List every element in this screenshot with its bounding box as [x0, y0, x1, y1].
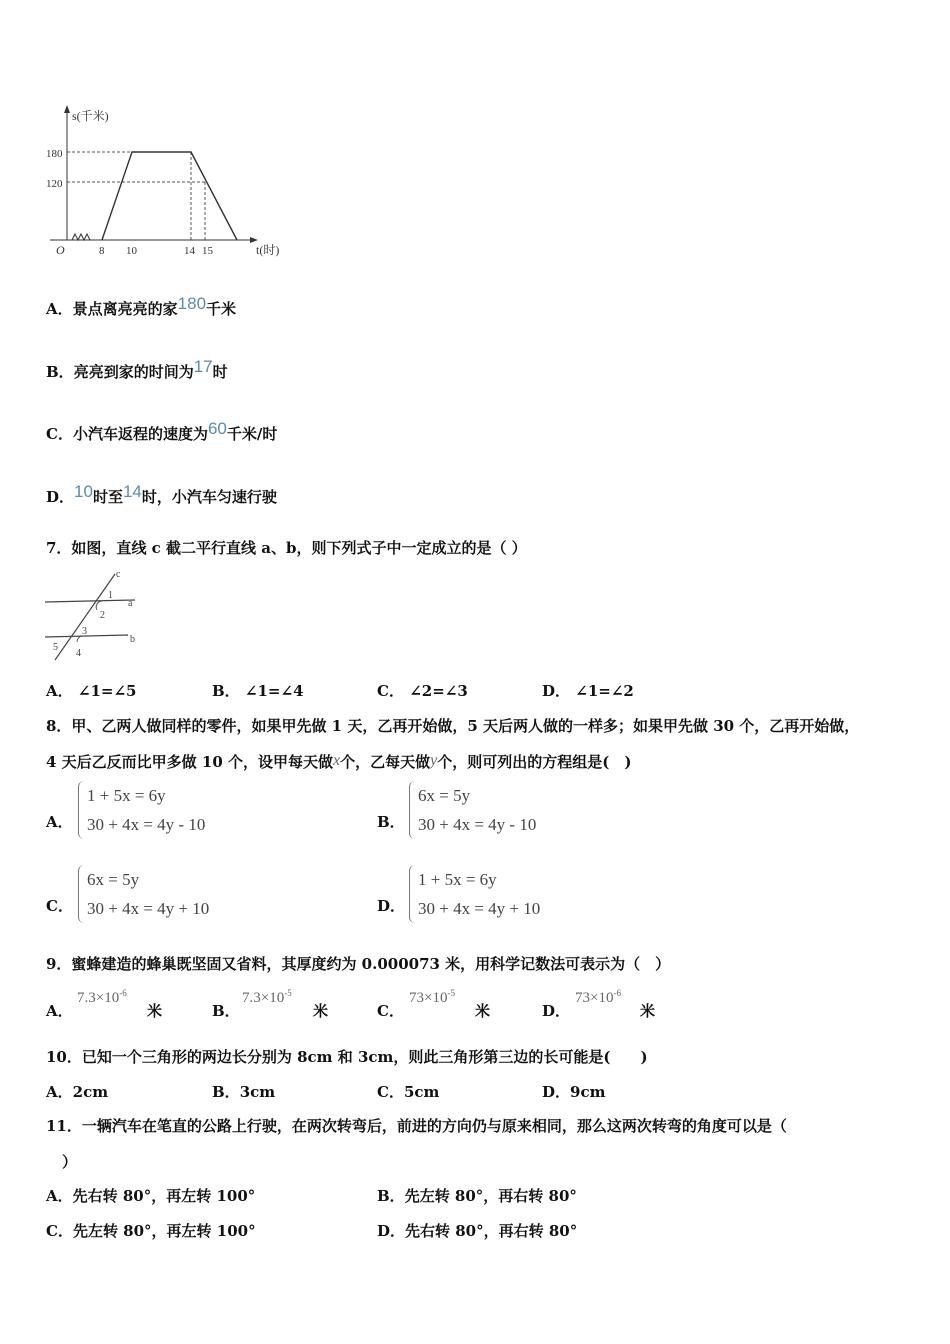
q10-option-c[interactable]: C．5cm: [377, 1083, 440, 1101]
angle-4: 4: [76, 648, 81, 659]
q7-option-d[interactable]: D． ∠1=∠2: [542, 682, 634, 700]
q9-option-b-unit: 米: [313, 1002, 329, 1020]
q9-stem: 9．蜜蜂建造的蜂巢既坚固又省料，其厚度约为 0.000073 米，用科学记数法可表示为（ ）: [46, 955, 671, 973]
q10-option-d[interactable]: D．9cm: [542, 1083, 606, 1101]
q9-option-d-value: $73\times 10^{-6}$: [575, 988, 621, 1006]
q9-option-a-value: $7.3\times 10^{-6}$: [77, 988, 127, 1006]
q9-option-b-letter[interactable]: B．: [212, 1002, 240, 1020]
q7-option-b[interactable]: B． ∠1=∠4: [212, 682, 304, 700]
q6-option-c[interactable]: C．小汽车返程的速度为60千米/时: [46, 419, 278, 443]
origin-label: O: [56, 243, 65, 257]
y-tick: 180: [46, 148, 63, 160]
q11-option-d[interactable]: D．先右转 80°，再右转 80°: [377, 1222, 578, 1240]
q8-option-d-letter[interactable]: D．: [377, 897, 406, 915]
x-tick: 10: [126, 245, 137, 257]
parallel-lines-figure: [40, 568, 150, 663]
q10-option-a[interactable]: A．2cm: [46, 1083, 109, 1101]
angle-2: 2: [100, 610, 105, 621]
q11-option-b[interactable]: B．先左转 80°，再右转 80°: [377, 1187, 577, 1205]
label-c: c: [116, 569, 121, 580]
x-tick: 8: [99, 245, 105, 257]
distance-time-graph: [40, 100, 300, 265]
q11-stem-line1: 11．一辆汽车在笔直的公路上行驶，在两次转弯后，前进的方向仍与原来相同，那么这两次转弯的角度可以是（: [46, 1117, 787, 1135]
q7-option-a[interactable]: A． ∠1=∠5: [46, 682, 137, 700]
q11-option-c[interactable]: C．先左转 80°，再左转 100°: [46, 1222, 256, 1240]
q8-option-c-letter[interactable]: C．: [46, 897, 73, 915]
q8-option-b-letter[interactable]: B．: [377, 813, 405, 831]
q7-stem: 7．如图，直线 c 截二平行直线 a、b，则下列式子中一定成立的是（ ）: [46, 539, 527, 557]
q6-option-b[interactable]: B．亮亮到家的时间为17时: [46, 357, 228, 381]
label-a: a: [128, 598, 133, 609]
q9-option-d-letter[interactable]: D．: [542, 1002, 571, 1020]
q8-option-a-system[interactable]: 1 + 5x = 6y 30 + 4x = 4y - 10: [78, 781, 205, 839]
angle-3: 3: [82, 626, 87, 637]
q6-option-d[interactable]: D．10时至14时，小汽车匀速行驶: [46, 482, 277, 506]
q6-option-a[interactable]: A．景点离亮亮的家180千米: [46, 294, 237, 318]
q8-stem-line2: 4 天后乙反而比甲多做 10 个，设甲每天做x个，乙每天做y个，则可列出的方程组是( ): [46, 752, 632, 771]
q7-option-c[interactable]: C． ∠2=∠3: [377, 682, 468, 700]
q9-option-c-letter[interactable]: C．: [377, 1002, 404, 1020]
q8-option-a-letter[interactable]: A．: [46, 813, 73, 831]
q11-stem-line2: ）: [62, 1153, 78, 1171]
q8-stem-line1: 8．甲、乙两人做同样的零件，如果甲先做 1 天，乙再开始做，5 天后两人做的一样多；如果甲先做 30 个，乙再开始做，: [46, 717, 860, 735]
x-axis-label: t(时): [256, 243, 280, 257]
q11-option-a[interactable]: A．先右转 80°，再左转 100°: [46, 1187, 256, 1205]
q9-option-c-value: $73\times 10^{-5}$: [409, 988, 455, 1006]
q9-option-a-letter[interactable]: A．: [46, 1002, 73, 1020]
x-tick: 15: [202, 245, 213, 257]
q10-option-b[interactable]: B．3cm: [212, 1083, 276, 1101]
q8-option-b-system[interactable]: 6x = 5y 30 + 4x = 4y - 10: [409, 781, 536, 839]
q9-option-b-value: $7.3\times 10^{-5}$: [242, 988, 292, 1006]
q8-option-c-system[interactable]: 6x = 5y 30 + 4x = 4y + 10: [78, 865, 209, 923]
y-tick: 120: [46, 178, 63, 190]
distance-line: [102, 152, 237, 240]
x-tick: 14: [184, 245, 195, 257]
q8-option-d-system[interactable]: 1 + 5x = 6y 30 + 4x = 4y + 10: [409, 865, 540, 923]
q10-stem: 10．已知一个三角形的两边长分别为 8cm 和 3cm，则此三角形第三边的长可能是( ): [46, 1048, 648, 1066]
angle-1: 1: [108, 590, 113, 601]
y-axis-label: s(千米): [72, 109, 109, 123]
angle-5: 5: [53, 642, 58, 653]
q9-option-d-unit: 米: [640, 1002, 656, 1020]
q9-option-c-unit: 米: [475, 1002, 491, 1020]
label-b: b: [130, 634, 135, 645]
q9-option-a-unit: 米: [147, 1002, 163, 1020]
